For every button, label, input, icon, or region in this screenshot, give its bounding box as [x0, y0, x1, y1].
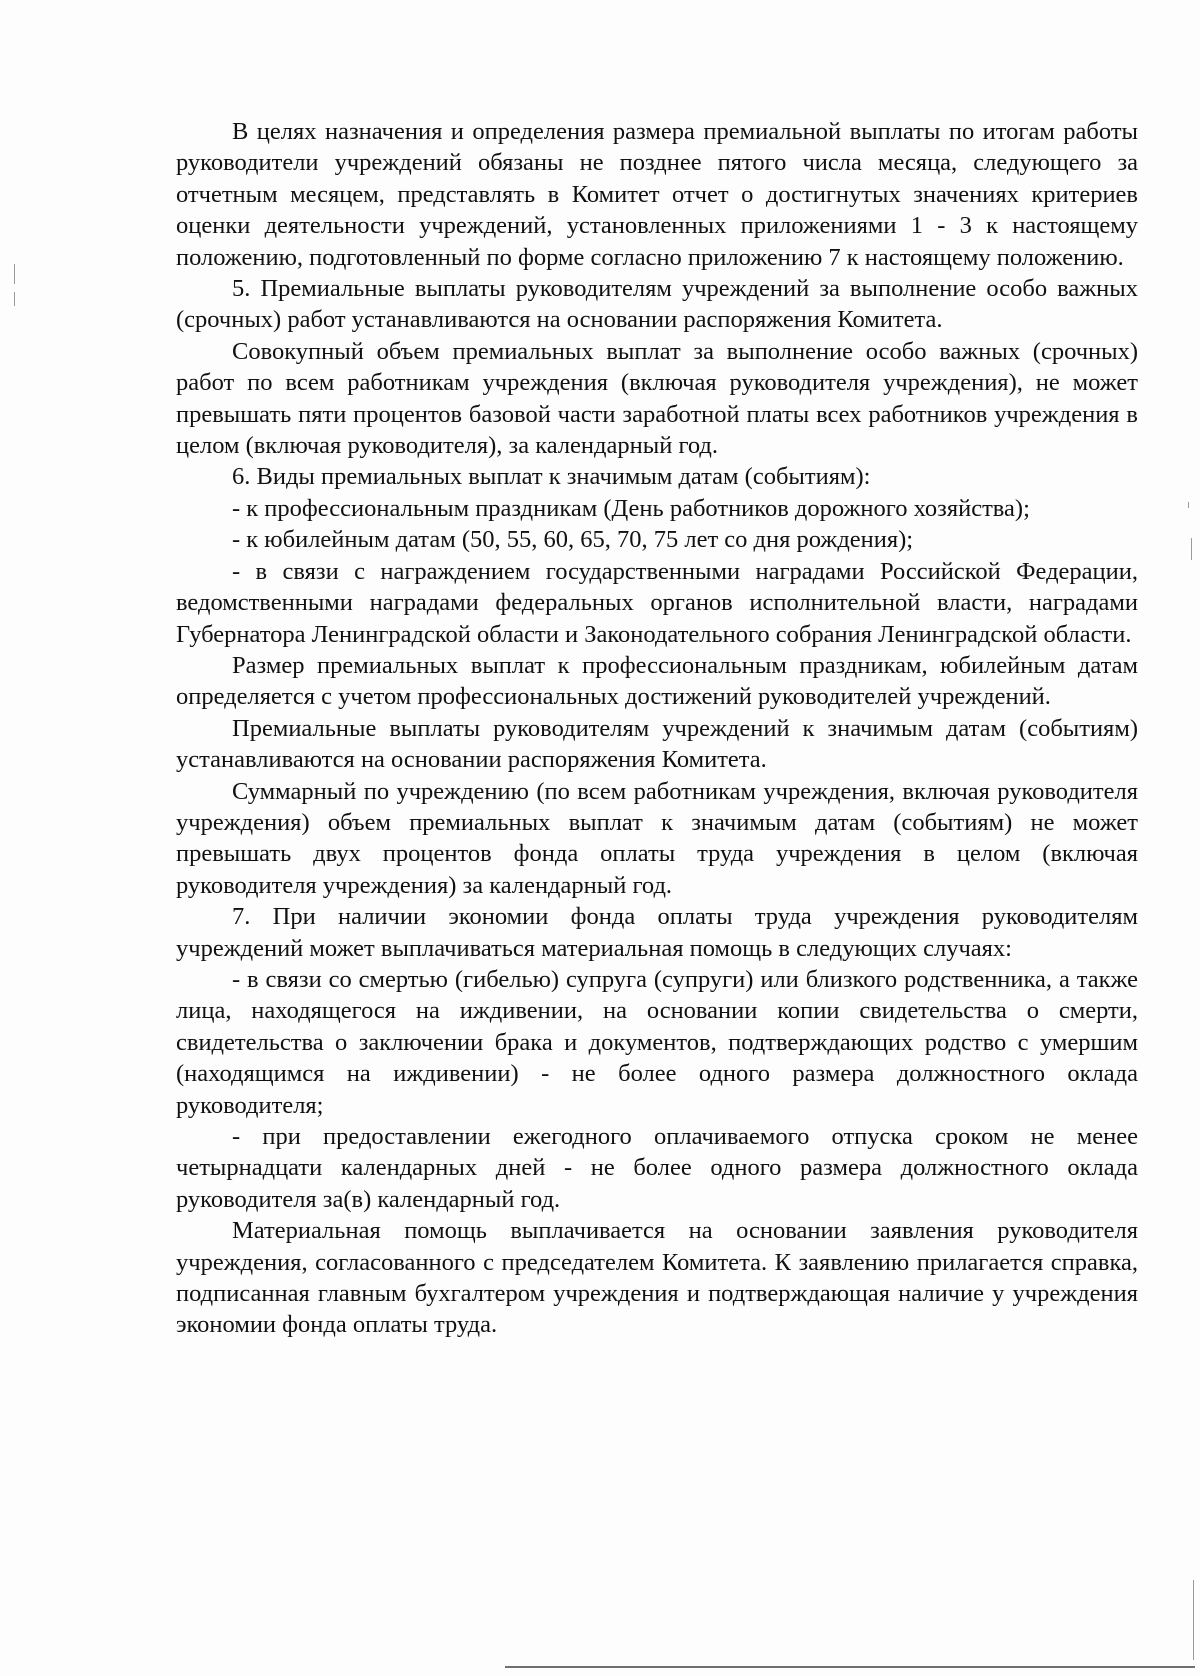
- paragraph-aid-application: Материальная помощь выплачивается на основании заявления руководителя учреждения, согласованного с председателем Комитета. К заявлению прилагается справка, подписанная главным бухгалтером учреждения и подтверждающая наличие у учреждения экономии фонда оплаты труда.: [176, 1217, 1138, 1339]
- scan-artifact-mark: [1193, 1580, 1194, 1660]
- paragraph-clause-5: 5. Премиальные выплаты руководителям учреждений за выполнение особо важных (срочных) работ устанавливаются на основании распоряжения Комитета.: [176, 275, 1138, 334]
- list-item-state-awards: - в связи с награждением государственными наградами Российской Федерации, ведомственными наградами федеральных органов исполнительной власти, наградами Губернатора Ленинградской области и Законодательного собрания Ленинградской области.: [176, 557, 1138, 648]
- list-item-professional-holidays: - к профессиональным праздникам (День работников дорожного хозяйства);: [232, 494, 1030, 522]
- list-item-anniversaries: - к юбилейным датам (50, 55, 60, 65, 70, 75 лет со дня рождения);: [232, 526, 914, 554]
- paragraph-urgent-work-limit: Совокупный объем премиальных выплат за выполнение особо важных (срочных) работ по всем работникам учреждения (включая руководителя учреждения), не может превышать пяти процентов базовой части заработной платы всех работников учреждения в целом (включая руководителя), за календарный год.: [176, 337, 1138, 460]
- scan-artifact-mark: [14, 264, 15, 284]
- scan-artifact-mark: [1191, 538, 1192, 560]
- paragraph-clause-6: 6. Виды премиальных выплат к значимым датам (событиям):: [232, 463, 871, 491]
- paragraph-bonus-basis: Премиальные выплаты руководителям учреждений к значимым датам (событиям) устанавливаются на основании распоряжения Комитета.: [176, 714, 1138, 774]
- document-body: [176, 116, 1138, 1341]
- page-bottom-rule: [505, 1666, 1195, 1668]
- paragraph-clause-7: 7. При наличии экономии фонда оплаты труда учреждения руководителям учреждений может выплачиваться материальная помощь в следующих случаях:: [176, 903, 1138, 962]
- scan-artifact-mark: [1188, 502, 1189, 508]
- list-item-annual-leave: - при предоставлении ежегодного оплачиваемого отпуска сроком не менее четырнадцати календарных дней - не более одного размера должностного оклада руководителя за(в) календарный год.: [176, 1123, 1138, 1213]
- list-item-bereavement: - в связи со смертью (гибелью) супруга (супруги) или близкого родственника, а также лица, находящегося на иждивении, на основании копии свидетельства о смерти, свидетельства о заключении брака и документов, подтверждающих родство с умершим (находящимся на иждивении) - не более одного размера должностного оклада руководителя;: [176, 965, 1138, 1119]
- paragraph-report-deadline: В целях назначения и определения размера премиальной выплаты по итогам работы руководители учреждений обязаны не позднее пятого числа месяца, следующего за отчетным месяцем, представлять в Комитет отчет о достигнутых значениях критериев оценки деятельности учреждений, установленных приложениями 1 - 3 к настоящему положению, подготовленный по форме согласно приложению 7 к настоящему положению.: [176, 118, 1138, 271]
- paragraph-total-bonus-limit: Суммарный по учреждению (по всем работникам учреждения, включая руководителя учреждения) объем премиальных выплат к значимым датам (событиям) не может превышать двух процентов фонда оплаты труда учреждения в целом (включая руководителя учреждения) за календарный год.: [176, 777, 1138, 899]
- paragraph-bonus-size: Размер премиальных выплат к профессиональным праздникам, юбилейным датам определяется с учетом профессиональных достижений руководителей учреждений.: [176, 651, 1138, 711]
- scan-artifact-mark: [14, 292, 15, 306]
